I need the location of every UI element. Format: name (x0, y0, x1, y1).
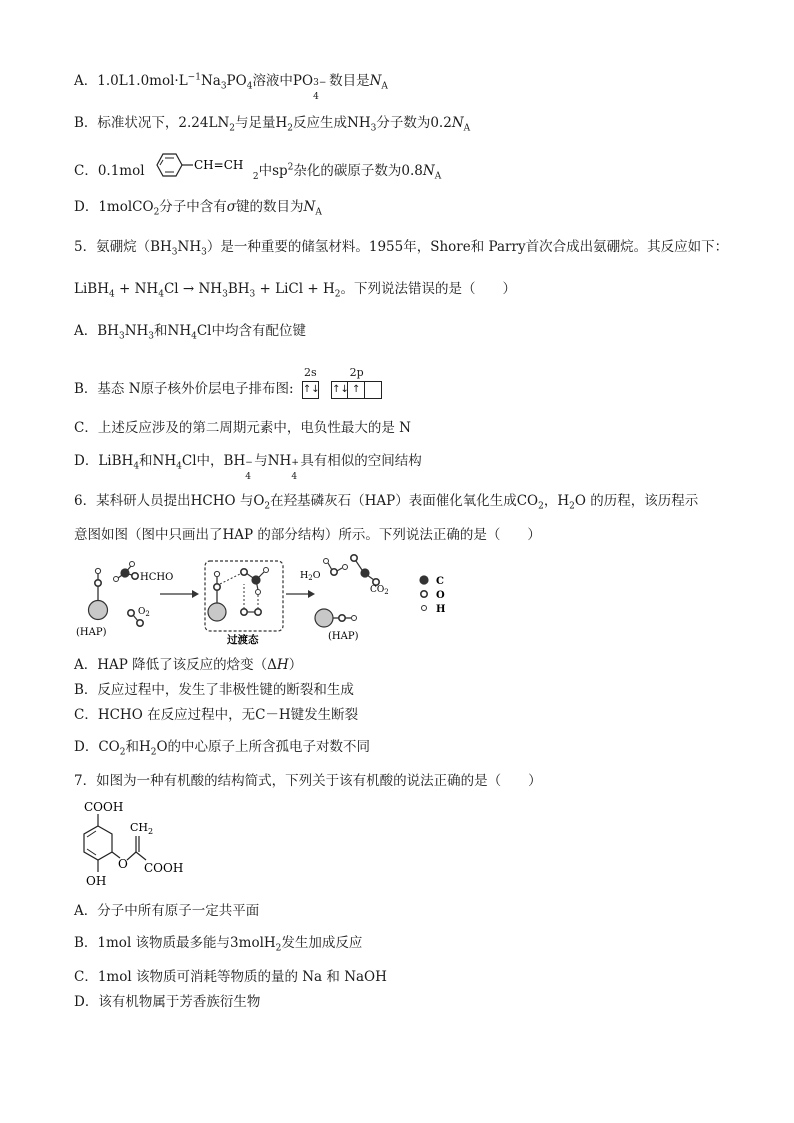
q7-c-text: C．1mol 该物质可消耗等物质的量的 Na 和 NaOH (74, 969, 387, 985)
q6-a-a: A．HAP 降低了该反应的焓变（Δ (74, 657, 277, 673)
q4-a-na: N (369, 73, 382, 89)
q4-a-sub-1: 3 (220, 81, 227, 92)
q6-stem-line-2 (74, 526, 541, 544)
q5-a-sub-2: 3 (148, 331, 155, 342)
q6-a-h: H (276, 657, 289, 673)
q4-d-sub-1: 2 (153, 207, 160, 218)
q5-stem-line-2 (74, 280, 516, 298)
reactant-group (76, 562, 173, 639)
q6-s1-sub-3: 2 (569, 501, 575, 512)
q6-d-a: D．CO (74, 739, 120, 755)
q4-option-a[interactable]: A．$1.0L1.0mol\cdot L^{-1}Na_3PO_4$溶液中PO 3− 4 数目是$N_A$ (74, 72, 388, 102)
q5-b-text: B．基态 N原子核外价层电子排布图: (74, 381, 294, 397)
styrene-structure-icon (149, 150, 265, 180)
q5-s2-a: LiBH (74, 281, 109, 297)
arrow-2-head (308, 590, 315, 598)
q5-s2-f: 。下列说法错误的是（ ） (340, 281, 516, 297)
ether-o-label: O (118, 857, 128, 871)
q4-c-text-3: 杂化的碳原子数为0.8 (293, 163, 423, 179)
ch2-label: $CH_2$ (130, 821, 154, 836)
transition-state-group (205, 561, 283, 646)
q6-d-b: 和H (125, 739, 151, 755)
q4-d-text-2: 分子中含有 (159, 199, 227, 215)
orbital-2p-label: 2p (349, 366, 364, 379)
orbital-2s-label: 2s (304, 366, 317, 379)
q4-c-text-2: 中sp (258, 163, 288, 179)
q5-s1-sub-1: 3 (171, 247, 178, 258)
q4-c-sub-1: 2 (252, 171, 259, 182)
q5-s2-sub-5: 2 (334, 289, 341, 300)
q4-c-na: N (422, 163, 435, 179)
orbital-2s-box (302, 366, 320, 399)
q4-b-sub-1: 2 (229, 123, 235, 134)
q4-d-sigma: σ (226, 199, 237, 215)
q7-b-b: 发生加成反应 (281, 935, 363, 951)
q4-c-sup: 2 (287, 162, 294, 173)
orbital-2p-cell-2: ↑ (348, 381, 365, 399)
q5-s2-sub-4: 3 (249, 289, 256, 300)
q4-b-text-1: B．标准状况下，2.24LN (74, 115, 230, 131)
q5-a-d: Cl中均含有配位键 (196, 323, 306, 339)
q5-option-a[interactable] (74, 322, 306, 340)
q5-option-b[interactable] (74, 366, 382, 399)
h2o-label: $H_2O$ (300, 570, 321, 582)
q6-stem-line-1 (74, 492, 698, 510)
q7-option-d[interactable] (74, 993, 260, 1011)
oh-label: OH (86, 874, 107, 888)
q7-stem (74, 772, 542, 790)
hcho-label: HCHO (140, 572, 174, 583)
q6-s1-d: O 的历程，该历程示 (574, 493, 699, 509)
orbital-2s-cell: ↑↓ (302, 381, 319, 399)
q4-a-text-5: 数目是 (329, 73, 370, 89)
q5-a-sub-1: 3 (118, 331, 125, 342)
q5-d-b: 和NH (139, 453, 177, 469)
legend-o-label: O (436, 590, 445, 601)
product-group (300, 555, 389, 642)
q6-option-a[interactable] (74, 656, 302, 674)
cooh-top-label: COOH (84, 800, 124, 814)
q5-option-c[interactable] (74, 419, 411, 437)
transition-state-label: 过渡态 (227, 634, 259, 646)
q7-option-b[interactable] (74, 934, 362, 952)
q6-a-b: ） (288, 657, 303, 673)
orbital-2p-cell-1: ↑↓ (331, 381, 348, 399)
q5-d-sub-2: 4 (176, 461, 182, 472)
q5-s2-c: Cl → NH (163, 281, 223, 297)
arrow-1-head (192, 590, 199, 598)
q7-b-sub-1: 2 (275, 943, 282, 954)
legend-o-icon (421, 591, 427, 597)
q4-a-text-1: A．1.0L1.0mol·L (74, 73, 188, 89)
q5-s1-a: 5．氨硼烷（BH (74, 239, 172, 255)
q4-a-text-2: Na (200, 73, 221, 89)
q4-d-na-sub: A (315, 207, 322, 218)
q6-s1-sub-1: 2 (264, 501, 271, 512)
q5-stem-line-1 (74, 238, 728, 256)
q6-option-d[interactable] (74, 738, 370, 756)
o-atom-1 (95, 580, 101, 586)
legend-h-icon (422, 606, 427, 611)
q7-d-text: D．该有机物属于芳香族衍生物 (74, 994, 261, 1010)
q4-b-text-4: 分子数为0.2 (376, 115, 452, 131)
q6-s1-b: 在羟基磷灰石（HAP）表面催化氧化生成CO (270, 493, 539, 509)
q5-s2-b: + NH (114, 281, 159, 297)
q6-b-text: B．反应过程中，发生了非极性键的断裂和生成 (74, 682, 354, 698)
legend-c-label: C (436, 576, 444, 587)
hap-label-2: (HAP) (328, 631, 359, 642)
q4-option-d[interactable] (74, 198, 322, 216)
q4-b-sub-2: 2 (287, 123, 294, 134)
q5-s2-d: BH (227, 281, 250, 297)
q7-option-c[interactable] (74, 968, 387, 986)
q7-option-a[interactable] (74, 902, 259, 920)
orbital-2p-cell-3 (365, 381, 382, 399)
atom-legend (419, 575, 445, 615)
q4-option-c[interactable] (74, 157, 442, 182)
q4-d-text-1: D．1molCO (74, 199, 154, 215)
q5-a-a: A．BH (74, 323, 119, 339)
q5-option-d[interactable]: D．LiBH$_4$和$NH_4Cl$中，BH − 4 与NH + 4 具有相似的空间结构 (74, 453, 422, 482)
legend-c-icon (419, 575, 428, 584)
q4-a-sub-2: 4 (246, 81, 253, 92)
q6-s1-c: ，H (543, 493, 570, 509)
q5-s2-e: + LiCl + H (255, 281, 335, 297)
q5-a-sub-3: 4 (191, 331, 197, 342)
q5-a-b: NH (124, 323, 149, 339)
q4-b-text-2: 与足量H (235, 115, 288, 131)
q6-d-sub-2: 2 (150, 747, 157, 758)
q5-s1-sub-2: 3 (201, 247, 207, 258)
q5-s1-c: ）是一种重要的储氢材料。1955年，Shore和 Parry首次合成出氨硼烷。其反应如下： (206, 239, 729, 255)
q5-c-text: C．上述反应涉及的第二周期元素中，电负性最大的是 N (74, 420, 411, 436)
legend-h-label: H (436, 604, 446, 615)
q6-s2-text: 意图如图（图中只画出了HAP 的部分结构）所示。下列说法正确的是（ ） (74, 527, 541, 543)
q6-s1-sub-2: 2 (538, 501, 544, 512)
q4-d-na: N (303, 199, 316, 215)
q6-reaction-diagram (74, 552, 474, 648)
q4-b-sub-3: 3 (370, 123, 377, 134)
q5-a-c: 和NH (154, 323, 192, 339)
q4-d-text-3: 键的数目为 (236, 199, 304, 215)
q5-s1-b: NH (177, 239, 202, 255)
q5-d-sub-1: 4 (133, 461, 140, 472)
q4-c-na-sub: A (434, 171, 442, 182)
organic-acid-structure (74, 798, 204, 890)
q6-d-sub-1: 2 (119, 747, 126, 758)
q6-option-b[interactable] (74, 681, 354, 699)
q4-option-b[interactable] (74, 114, 470, 132)
q7-stem-text: 7．如图为一种有机酸的结构简式，下列关于该有机酸的说法正确的是（ ） (74, 773, 542, 789)
q5-d-e: 具有相似的空间结构 (300, 453, 422, 469)
q7-b-a: B．1mol 该物质最多能与3molH (74, 935, 276, 951)
h-atom-1 (95, 568, 100, 573)
o2-label: $O_2$ (138, 607, 150, 618)
q4-b-text-3: 反应生成NH (293, 115, 371, 131)
styrene-group-text: CH=CH (193, 157, 244, 172)
ring-outline (84, 826, 112, 860)
orbital-2p-box (331, 366, 382, 399)
q6-option-c[interactable] (74, 706, 358, 724)
q5-s2-sub-3: 3 (222, 289, 228, 300)
q5-d-d: 与NH (254, 453, 292, 469)
hap-sphere-1 (89, 601, 108, 620)
q5-d-c: Cl中，BH (181, 453, 246, 469)
cooh-right-label: COOH (144, 861, 184, 875)
q5-d-a: D．LiBH (74, 453, 134, 469)
q6-d-c: O的中心原子上所含孤电子对数不同 (156, 739, 371, 755)
q4-b-na-sub: A (463, 123, 471, 134)
q4-b-na: N (451, 115, 464, 131)
q6-c-text: C．HCHO 在反应过程中，无C－H键发生断裂 (74, 707, 359, 723)
q4-a-text-4: 溶液中PO (252, 73, 314, 89)
q6-s1-a: 6．某科研人员提出HCHO 与O (74, 493, 265, 509)
q4-a-na-sub: A (381, 81, 388, 92)
co2-label: $CO_2$ (370, 585, 389, 596)
q4-a-text-3: PO (226, 73, 247, 89)
q7-a-text: A．分子中所有原子一定共平面 (74, 903, 260, 919)
hap-label-1: (HAP) (76, 627, 107, 638)
q5-s2-sub-1: 4 (108, 289, 115, 300)
q4-c-text-1: C．0.1mol (74, 163, 145, 179)
q5-s2-sub-2: 4 (158, 289, 164, 300)
q4-a-exp: −1 (187, 72, 201, 83)
